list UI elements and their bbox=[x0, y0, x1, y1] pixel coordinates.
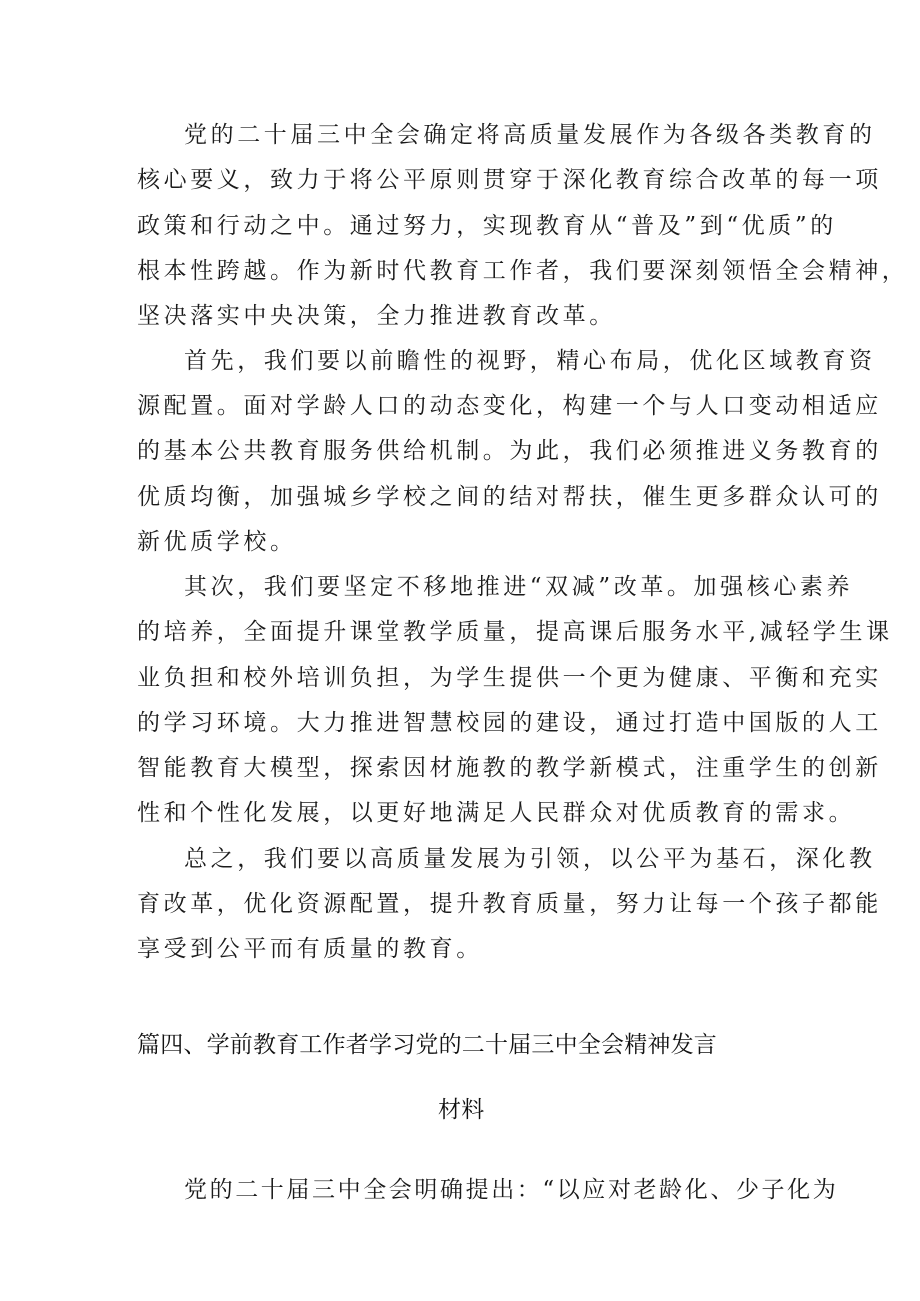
section-heading-line-2: 材料 bbox=[438, 1097, 485, 1123]
paragraph-4-line-1: 总之，我们要以高质量发展为引领，以公平为基石，深化教 bbox=[184, 846, 876, 872]
final-paragraph-line-1: 党的二十届三中全会明确提出：“以应对老龄化、少子化为 bbox=[184, 1177, 839, 1203]
paragraph-1-line-2: 核心要义，致力于将公平原则贯穿于深化教育综合改革的每一项 bbox=[137, 167, 882, 193]
paragraph-3-line-3: 业负担和校外培训负担，为学生提供一个更为健康、平衡和充实 bbox=[137, 665, 882, 691]
section-heading-line-1: 篇四、学前教育工作者学习党的二十届三中全会精神发言 bbox=[137, 1032, 717, 1058]
paragraph-3-line-5: 智能教育大模型，探索因材施教的教学新模式，注重学生的创新 bbox=[137, 755, 882, 781]
paragraph-3-line-2: 的培养，全面提升课堂教学质量，提高课后服务水平,减轻学生课 bbox=[137, 619, 893, 645]
paragraph-2-line-3: 的基本公共教育服务供给机制。为此，我们必须推进义务教育的 bbox=[137, 438, 882, 464]
paragraph-2-line-1: 首先，我们要以前瞻性的视野，精心布局，优化区域教育资 bbox=[184, 348, 876, 374]
paragraph-1-line-3: 政策和行动之中。通过努力，实现教育从“普及”到“优质”的 bbox=[137, 213, 837, 239]
paragraph-1-line-4: 根本性跨越。作为新时代教育工作者，我们要深刻领悟全会精神， bbox=[137, 258, 909, 284]
paragraph-4-line-3: 享受到公平而有质量的教育。 bbox=[137, 936, 483, 962]
paragraph-1-line-5: 坚决落实中央决策，全力推进教育改革。 bbox=[137, 303, 616, 329]
paragraph-1-line-1: 党的二十届三中全会确定将高质量发展作为各级各类教育的 bbox=[184, 122, 876, 148]
paragraph-2-line-2: 源配置。面对学龄人口的动态变化，构建一个与人口变动相适应 bbox=[137, 393, 882, 419]
paragraph-3-line-6: 性和个性化发展，以更好地满足人民群众对优质教育的需求。 bbox=[137, 800, 856, 826]
paragraph-4-line-2: 育改革，优化资源配置，提升教育质量，努力让每一个孩子都能 bbox=[137, 891, 882, 917]
paragraph-2-line-5: 新优质学校。 bbox=[137, 529, 297, 555]
paragraph-3-line-1: 其次，我们要坚定不移地推进“双减”改革。加强核心素养 bbox=[184, 574, 854, 600]
paragraph-2-line-4: 优质均衡，加强城乡学校之间的结对帮扶，催生更多群众认可的 bbox=[137, 484, 882, 510]
paragraph-3-line-4: 的学习环境。大力推进智慧校园的建设，通过打造中国版的人工 bbox=[137, 710, 882, 736]
